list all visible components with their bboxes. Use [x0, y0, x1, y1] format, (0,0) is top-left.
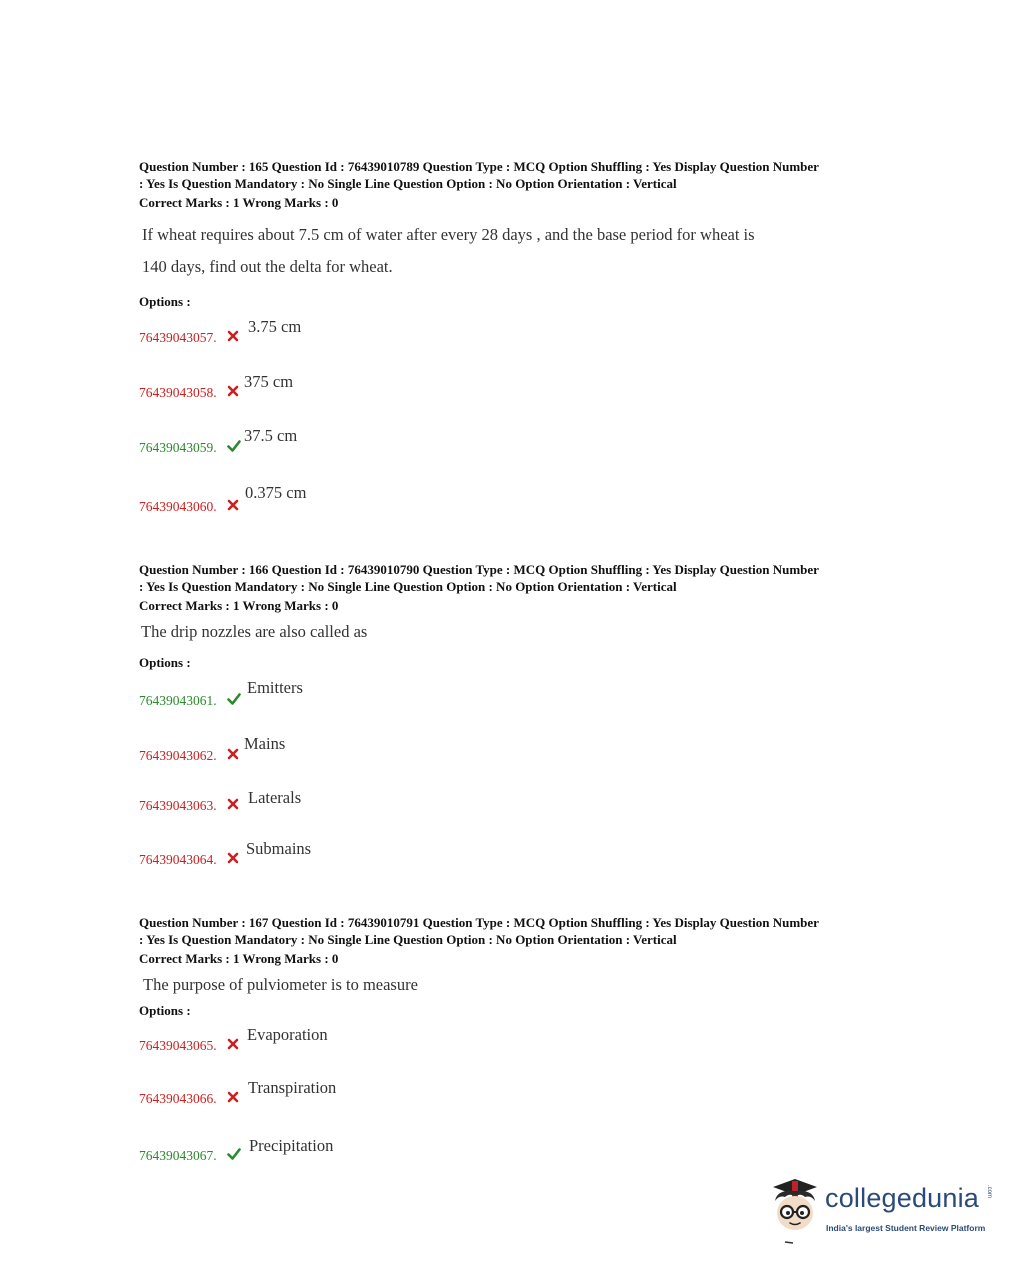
options-label: Options :	[139, 294, 191, 309]
question-text	[142, 219, 909, 283]
student-mascot-icon	[765, 1175, 827, 1247]
options-label: Options :	[139, 1003, 191, 1018]
option-text: Evaporation	[247, 1025, 328, 1044]
question-meta	[139, 914, 909, 967]
question-text-line-1: If wheat requires about 7.5 cm of water after every 28 days , and the base period for wheat is	[142, 225, 755, 244]
wrong-cross-icon	[226, 384, 240, 398]
correct-check-icon	[227, 439, 241, 453]
question-text	[143, 969, 909, 1001]
option-text: 3.75 cm	[248, 317, 302, 336]
meta-line-1: Question Number : 166 Question Id : 76439010790 Question Type : MCQ Option Shuffling : Yes Display Question Number	[139, 562, 819, 577]
logo-domain-suffix: .com	[986, 1185, 992, 1199]
option-id: 76439043064.	[139, 852, 217, 867]
question-text-line-2: 140 days, find out the delta for wheat.	[142, 257, 393, 276]
option-id: 76439043057.	[139, 330, 217, 345]
meta-line-1: Question Number : 167 Question Id : 76439010791 Question Type : MCQ Option Shuffling : Yes Display Question Number	[139, 915, 819, 930]
wrong-cross-icon	[226, 1037, 240, 1051]
question-167	[139, 914, 909, 1174]
option-text: Precipitation	[249, 1136, 334, 1155]
option-text: Mains	[244, 734, 286, 753]
option-text: 375 cm	[244, 372, 294, 391]
option-id: 76439043062.	[139, 748, 217, 763]
wrong-cross-icon	[226, 747, 240, 761]
option-id: 76439043060.	[139, 499, 217, 514]
wrong-cross-icon	[226, 797, 240, 811]
options-label: Options :	[139, 655, 191, 670]
logo-tagline: India's largest Student Review Platform	[826, 1223, 986, 1233]
correct-check-icon	[227, 1147, 241, 1161]
option-text: Transpiration	[248, 1078, 337, 1097]
wrong-cross-icon	[226, 851, 240, 865]
meta-line-2: : Yes Is Question Mandatory : No Single Line Question Option : No Option Orientation : Vertical	[139, 579, 677, 594]
option-text: 0.375 cm	[245, 483, 307, 502]
meta-line-2: : Yes Is Question Mandatory : No Single Line Question Option : No Option Orientation : Vertical	[139, 932, 677, 947]
correct-check-icon	[227, 692, 241, 706]
marks-line: Correct Marks : 1 Wrong Marks : 0	[139, 195, 339, 210]
option-id: 76439043067.	[139, 1148, 217, 1163]
wrong-cross-icon	[226, 498, 240, 512]
question-166	[139, 561, 909, 881]
option-id: 76439043059.	[139, 440, 217, 455]
marks-line: Correct Marks : 1 Wrong Marks : 0	[139, 951, 339, 966]
wrong-cross-icon	[226, 1090, 240, 1104]
option-id: 76439043061.	[139, 693, 217, 708]
option-text: Submains	[246, 839, 312, 858]
meta-line-2: : Yes Is Question Mandatory : No Single Line Question Option : No Option Orientation : Vertical	[139, 176, 677, 191]
question-text	[141, 616, 909, 648]
question-meta	[139, 158, 909, 211]
option-id: 76439043066.	[139, 1091, 217, 1106]
question-meta	[139, 561, 909, 614]
option-id: 76439043063.	[139, 798, 217, 813]
question-165	[139, 158, 909, 528]
option-text: 37.5 cm	[244, 426, 298, 445]
collegedunia-logo[interactable]	[765, 1175, 995, 1250]
option-id: 76439043058.	[139, 385, 217, 400]
option-id: 76439043065.	[139, 1038, 217, 1053]
option-text: Emitters	[247, 678, 303, 697]
option-text: Laterals	[248, 788, 302, 807]
marks-line: Correct Marks : 1 Wrong Marks : 0	[139, 598, 339, 613]
wrong-cross-icon	[226, 329, 240, 343]
question-text-line-1: The purpose of pulviometer is to measure	[143, 975, 418, 994]
meta-line-1: Question Number : 165 Question Id : 76439010789 Question Type : MCQ Option Shuffling : Yes Display Question Number	[139, 159, 819, 174]
question-text-line-1: The drip nozzles are also called as	[141, 622, 368, 641]
logo-wordmark: collegedunia	[825, 1183, 980, 1213]
